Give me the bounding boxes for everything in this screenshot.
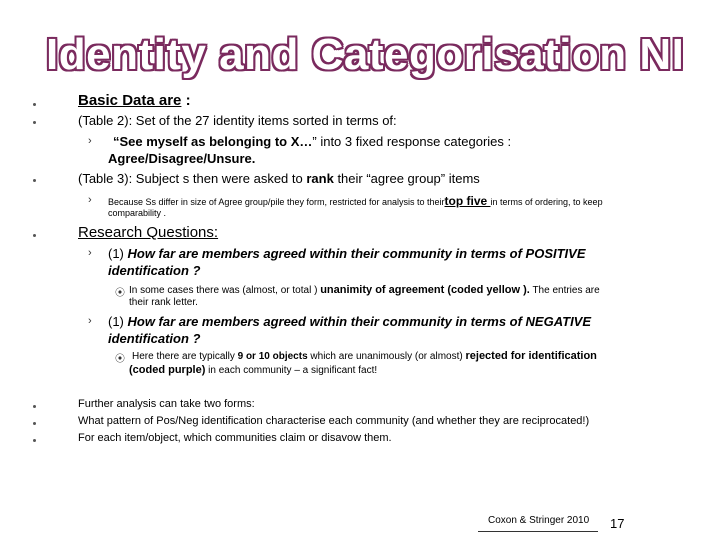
categories-text: ” into 3 fixed response categories : (312, 134, 512, 149)
rank-word: rank (306, 171, 334, 186)
objects-count: 9 or 10 objects (237, 351, 308, 362)
table3-b: their “agree group” items (333, 171, 480, 186)
question-positive-text: How far are members agreed within their community in terms of POSITIVE (127, 246, 586, 261)
table2-text: (Table 2): Set of the 27 identity items sorted in terms of: (78, 113, 397, 128)
restriction-text: Because Ss differ in size of Agree group/pile they form, restricted for analysis to their (108, 197, 445, 207)
unanimity-text: unanimity of agreement (coded yellow ). (320, 284, 530, 296)
table3-text (78, 171, 480, 186)
positive-finding-b: The entries are (529, 285, 600, 296)
table2-sub (113, 134, 511, 149)
further-items: For each item/object, which communities claim or disavow them. (78, 432, 392, 444)
further-analysis: Further analysis can take two forms: (78, 398, 255, 410)
negative-finding-a: Here there are typically (132, 351, 238, 362)
negative-finding-b: which are unanimously (or almost) (307, 351, 466, 362)
footer-author: Coxon & Stringer 2010 (488, 515, 590, 526)
chevron-right-icon: › (88, 135, 92, 147)
rank-letter-text: their rank letter. (129, 297, 198, 308)
wingding-icon: ⦿ (115, 354, 125, 365)
chevron-right-icon: › (88, 194, 92, 206)
categories-list: Agree/Disagree/Unsure. (108, 151, 256, 166)
question-negative (108, 314, 591, 329)
coded-purple: (coded purple) (129, 364, 206, 376)
basic-data-label: Basic Data are (78, 92, 182, 109)
page-number: 17 (610, 516, 625, 531)
rejected-text: rejected for identification (465, 350, 597, 362)
positive-finding (129, 284, 600, 296)
slide-title: Identity and Categorisation NI (46, 30, 685, 79)
positive-finding-a: In some cases there was (almost, or total ) (129, 285, 321, 296)
bullet-icon (33, 234, 36, 237)
question-negative-text: How far are members agreed within their community in terms of NEGATIVE (127, 314, 592, 329)
comparability-text (108, 194, 603, 208)
research-questions-heading: Research Questions: (78, 224, 219, 241)
footer-divider (478, 531, 598, 532)
bullet-icon (33, 405, 36, 408)
question-number: (1) (108, 246, 128, 261)
question-positive (108, 246, 586, 261)
bullet-icon (33, 422, 36, 425)
bullet-icon (33, 439, 36, 442)
bullet-icon (33, 103, 36, 106)
basic-data-heading (78, 92, 191, 109)
further-pattern: What pattern of Pos/Neg identification characterise each community (and whether they are reciprocated!) (78, 415, 590, 427)
belonging-quote: “See myself as belonging to X… (113, 134, 313, 149)
negative-finding (132, 350, 597, 362)
question-negative-end: identification ? (108, 331, 201, 346)
question-number: (1) (108, 314, 128, 329)
basic-data-colon: : (181, 92, 191, 109)
bullet-icon (33, 179, 36, 182)
top-five: top five (444, 194, 491, 208)
comparability-end: comparability . (108, 208, 167, 218)
ordering-text: in terms of ordering, to keep (490, 197, 603, 207)
wingding-icon: ⦿ (115, 288, 125, 299)
question-positive-end: identification ? (108, 263, 201, 278)
bullet-icon (33, 121, 36, 124)
chevron-right-icon: › (88, 247, 92, 259)
table3-a: (Table 3): Subject s then were asked to (78, 171, 307, 186)
negative-finding-line2 (129, 364, 377, 376)
chevron-right-icon: › (88, 315, 92, 327)
significant-fact: in each community – a significant fact! (205, 365, 378, 376)
